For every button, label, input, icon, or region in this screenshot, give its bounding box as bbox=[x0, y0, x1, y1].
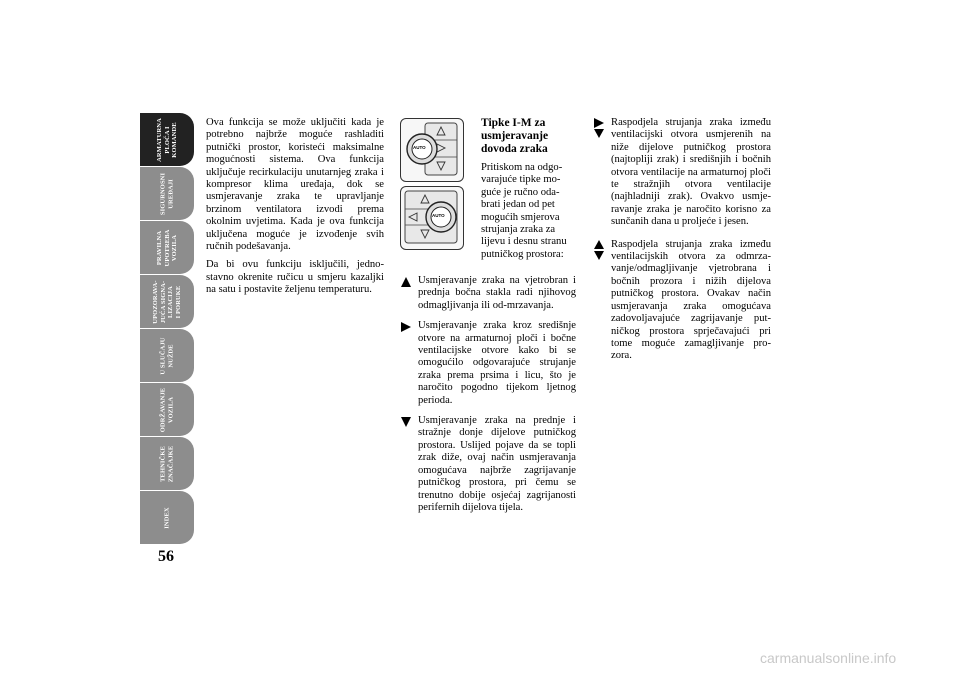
paragraph: Da bi ovu funkciju isključili, jedno-stavno okrenite ručicu u smjeru kazaljki na satu i postavite željenu temperaturu. bbox=[206, 259, 384, 296]
tab-label: ARMATURNA PLOČA I KOMANDE bbox=[155, 117, 178, 162]
page-number: 56 bbox=[158, 548, 174, 565]
tab-index[interactable] bbox=[140, 491, 194, 544]
auto-label: AUTO bbox=[413, 145, 426, 150]
arrow-down-icon bbox=[400, 416, 412, 428]
control-panel-illustration bbox=[400, 186, 464, 250]
list-item-text: Usmjeravanje zraka na vjetrobran i prednja bočna stakla radi njihovog odmagljivanja ili od-mrzavanja. bbox=[418, 275, 576, 311]
column-2-list bbox=[400, 275, 576, 522]
list-item-text: Raspodjela strujanja zraka između ventilacijskih otvora za odmrza-vanje/odmagljivanje vjetrobrana i bočnih prozora i nižih dijelova putničkog prostora. Ovakav način usmjeravanja zraka omogućava zadovoljavajuće zagrijavanje put-ničkog prostora sprječavajući pri tome moguće zamagljivanje pro-zora. bbox=[611, 238, 771, 362]
tab-odrzavanje-vozila[interactable] bbox=[140, 383, 194, 436]
tab-pravilna-upotreba[interactable] bbox=[140, 221, 194, 274]
column-1 bbox=[206, 117, 384, 303]
paragraph: Pritiskom na odgo-varajuće tipke mo-guće je ručno oda-brati jedan od pet mogućih smjerova strujanja zraka za lijevu i desnu stranu putničkog prostora: bbox=[481, 162, 567, 260]
column-3 bbox=[593, 117, 771, 371]
control-panel-illustration bbox=[400, 118, 464, 182]
tab-armaturna-ploca[interactable] bbox=[140, 113, 194, 166]
tab-label: SIGURNOSNI UREĐAJI bbox=[159, 172, 174, 215]
list-item bbox=[593, 239, 771, 363]
tab-label: INDEX bbox=[163, 506, 171, 529]
paragraph: Ova funkcija se može uključiti kada je potrebno najbrže moguće rashladiti putnički prostor, koristeći maksimalne mogućnosti sistema. Ova funkcija uključuje recirkulaciju unutarnjeg zraka i kompresor klima uređaja, dok se usmjeravanje zraka te upravljanje brzinom ventilatora izvodi prema okolnim uvjetima. Kada je ova funkcija uključena moguće je izvođenje svih ručnih podešavanja. bbox=[206, 117, 384, 253]
list-item bbox=[400, 415, 576, 514]
tab-upozoravajuca-signalizacija[interactable] bbox=[140, 275, 194, 328]
tab-u-slucaju-nuzde[interactable] bbox=[140, 329, 194, 382]
list-item bbox=[593, 117, 771, 229]
auto-label: AUTO bbox=[432, 213, 445, 218]
arrow-right-icon bbox=[400, 321, 412, 333]
tab-label: ODRŽAVANJE VOZILA bbox=[159, 387, 174, 432]
tab-label: UPOZORAVA- JUĆA SIGNA- LIZACIJA I PORUKE bbox=[152, 279, 182, 324]
tab-label: TEHNIČKE ZNAČAJKE bbox=[159, 445, 174, 482]
list-item-text: Usmjeravanje zraka kroz središnje otvore na armaturnoj ploči i bočne ventilacijske otvore kako bi se omogućilo odgovarajuće strujanje zraka prema prsima i licu, što je naročito pogodno tijekom ljetnog perioda. bbox=[418, 320, 576, 406]
list-item-text: Usmjeravanje zraka na prednje i stražnje donje dijelove putničkog prostora. Uslijed pojave da se topli zrak diže, ovaj način usmjeravanja omogućava najbrže zagrijavanje putničkog prostora, pri čemu se trenutno dobije osjećaj zagrijanosti perifernih dijelova tijela. bbox=[418, 415, 576, 513]
tab-tehnicke-znacajke[interactable] bbox=[140, 437, 194, 490]
arrow-up-icon bbox=[400, 276, 412, 288]
arrow-up-down-icon bbox=[593, 239, 605, 261]
list-item-text: Raspodjela strujanja zraka između ventilacijski otvora usmjerenih na niže dijelove putničkog prostora (najtopliji zrak) i središnjih i bočnih otvora ventilacije na armaturnoj ploči te stražnjih otvora ventilacije (najhladniji zrak). Ovakvo usmje-ravanje zraka je naročito korisno za sunčanih dana u proljeće i jesen. bbox=[611, 117, 771, 228]
watermark: carmanualsonline.info bbox=[760, 650, 897, 666]
arrow-right-down-icon bbox=[593, 117, 605, 139]
tab-sigurnosni-uredaji[interactable] bbox=[140, 167, 194, 220]
control-knob-icon bbox=[401, 119, 462, 180]
tab-label: U SLUČAJU NUŽDE bbox=[159, 336, 174, 375]
list-item bbox=[400, 275, 576, 312]
section-heading: Tipke I-M za usmjeravanje dovoda zraka bbox=[481, 117, 549, 155]
list-item bbox=[400, 320, 576, 407]
tab-label: PRAVILNA UPOTREBA VOZILA bbox=[155, 229, 178, 266]
column-2-header bbox=[481, 117, 576, 267]
